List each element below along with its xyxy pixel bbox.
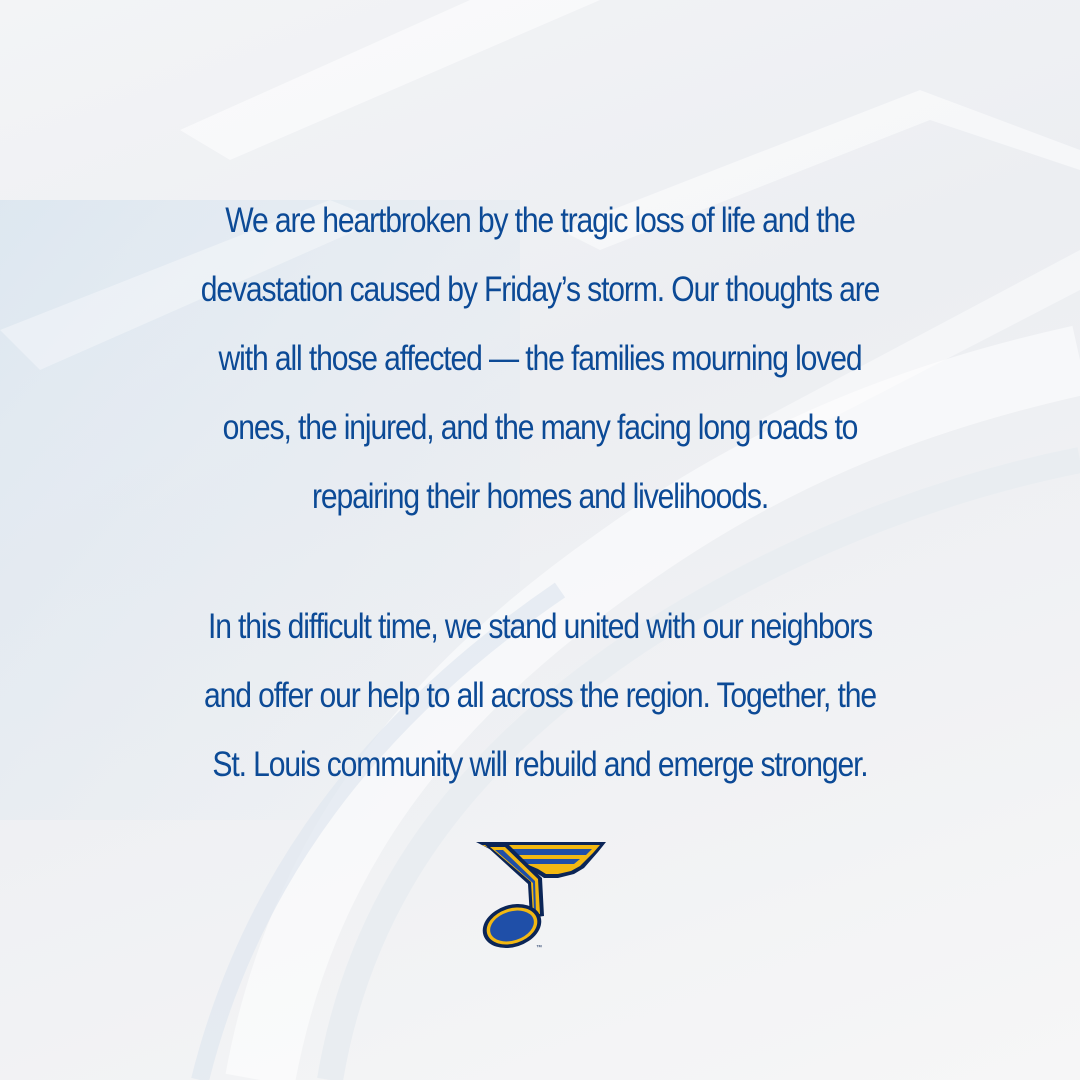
statement-paragraph-2 (153, 592, 927, 799)
text-line: ones, the injured, and the many facing long roads to (222, 408, 858, 447)
text-line: with all those affected — the families mourning loved (218, 339, 862, 378)
text-line: and offer our help to all across the region. Together, the (203, 676, 876, 715)
text-line: In this difficult time, we stand united with our neighbors (207, 607, 873, 646)
text-line: devastation caused by Friday’s storm. Our thoughts are (200, 270, 880, 309)
text-line: St. Louis community will rebuild and emerge stronger. (212, 745, 868, 784)
text-line: We are heartbroken by the tragic loss of life and the (225, 201, 855, 240)
statement-paragraph-1 (153, 186, 927, 531)
text-line: repairing their homes and livelihoods. (311, 477, 769, 516)
blues-note-logo (474, 838, 608, 952)
chevron-stripe-top (180, 0, 600, 160)
trademark-symbol: ™ (536, 945, 542, 951)
statement-text (153, 186, 927, 799)
